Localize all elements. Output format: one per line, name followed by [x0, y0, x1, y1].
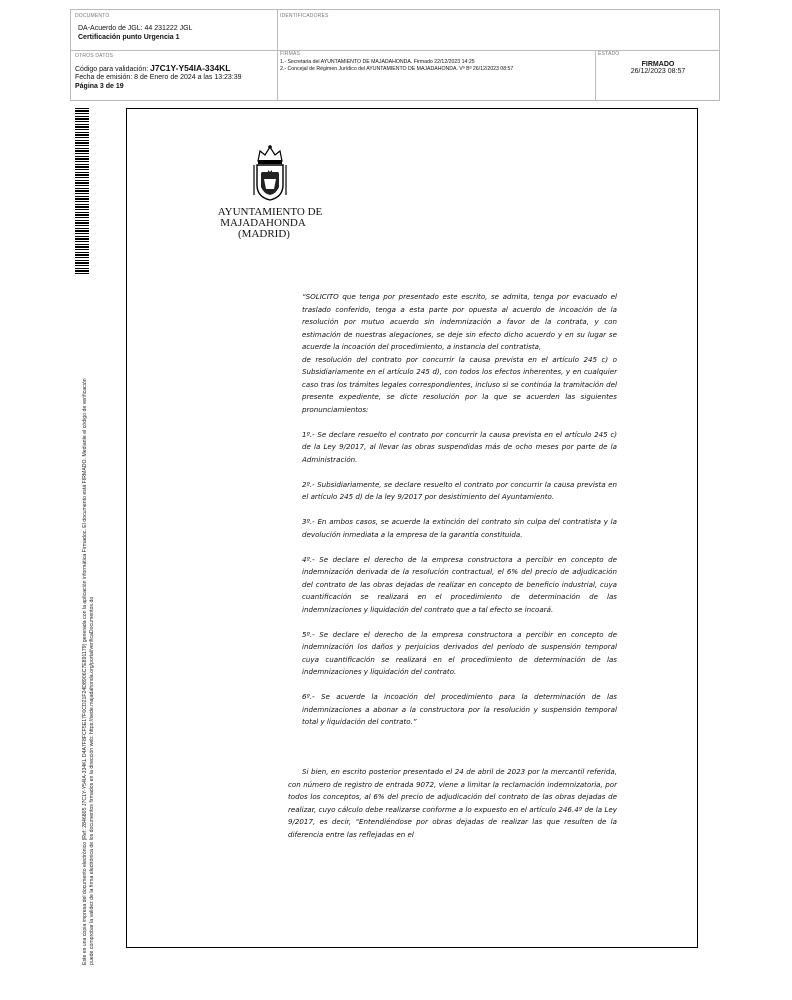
- documento-subtitle: Certificación punto Urgencia 1: [78, 34, 180, 41]
- verification-line-1: Este es una copia impresa del documento electrónico (Ref: 2846805 J7C1Y-Y54IA-334KL D4A7F8FCF5E17F6CD21F24D8906C7E891179) generada con la aplicación informática Firmadoc. El documento está FIRMADO. Mediante el código de verificación: [82, 378, 88, 965]
- quoted-request: [302, 291, 617, 741]
- letterhead: [205, 207, 335, 240]
- signature-1: 1.- Secretaria del AYUNTAMIENTO DE MAJADAHONDA. Firmado 22/12/2023 14:25: [280, 59, 475, 65]
- status-date: 26/12/2023 08:57: [630, 68, 686, 75]
- validation-code: J7C1Y-Y54IA-334KL: [150, 63, 231, 73]
- letterhead-line-1: AYUNTAMIENTO DE: [217, 206, 323, 218]
- paragraph-item-5: 5º.- Se declare el derecho de la empresa constructora a percibir en concepto de indemnización los daños y perjuicios derivados del período de suspensión temporal cuya cuantificación se realizará en el procedimiento de determinación de las indemnizaciones y liquidación del contrato.: [302, 629, 617, 676]
- paragraph-item-6: 6º.- Se acuerde la incoación del procedimiento para la determinación de las indemnizaciones a abonar a la constructora por la resolución y suspensión temporal total y liquidación del contrato.”: [302, 692, 617, 726]
- barcode-image: [75, 108, 89, 276]
- paragraph-solicito: “SOLICITO que tenga por presentado este escrito, se admita, tenga por evacuado el traslado conferido, tenga a esta parte por opuesta al acuerdo de incoación de la resolución por mutuo acuerdo sin indemnización a favor de la contrata, y con estimación de nuestras alegaciones, se deje sin efecto dicho acuerdo y en su lugar se acuerde la incoación del procedimiento, a instancia del contratista,: [302, 292, 617, 351]
- letterhead-line-3: (MADRID): [238, 228, 290, 240]
- document-header: [70, 9, 720, 101]
- paragraph-item-2: 2º.- Subsidiariamente, se declare resuelto el contrato por concurrir la causa prevista en el artículo 245 d) de la ley 9/2017 por desistimiento del Ayuntamiento.: [302, 479, 617, 501]
- verification-side-text: [82, 275, 95, 965]
- identificadores-label: IDENTIFICADORES: [280, 13, 329, 19]
- paragraph-solicito-cont: de resolución del contrato por concurrir la causa prevista en el artículo 245 c) o Subsidiariamente en el artículo 245 d), con todos los efectos inherentes, y en cualquier caso tras los trámites legales correspondientes, incluso si se continúa la tramitación del presente expediente, se dicte resolución por la que se acuerden las siguientes pronunciamientos:: [302, 354, 617, 414]
- paragraph-item-4: 4º.- Se declare el derecho de la empresa constructora a percibir en concepto de indemnización derivada de la resolución contractual, el 6% del precio de adjudicación del contrato de las obras dejadas de realizar en concepto de beneficio industrial, cuya cuantificación se realizará en el procedimiento de determinación de las indemnizaciones y liquidación del contrato que a tal efecto se incoará.: [302, 554, 617, 614]
- paragraph-item-3: 3º.- En ambos casos, se acuerde la extinción del contrato sin culpa del contratista y la devolución inmediata a la empresa de la garantía constituida.: [302, 517, 617, 539]
- page-number: Página 3 de 19: [75, 83, 124, 90]
- status-badge: FIRMADO: [641, 61, 675, 68]
- validation-prefix: Código para validación:: [75, 66, 149, 73]
- otros-datos-label: OTROS DATOS: [75, 53, 114, 59]
- firmas-label: FIRMAS: [280, 51, 301, 57]
- coat-of-arms-icon: [250, 143, 290, 201]
- emission-date: Fecha de emisión: 8 de Enero de 2024 a las 13:23:39: [75, 74, 242, 81]
- estado-label: ESTADO: [598, 51, 620, 57]
- documento-label: DOCUMENTO: [75, 13, 110, 19]
- verification-line-2: puede comprobar la validez de la firma electrónica de los documentos firmados en la dirección web: https://sede.majadahonda.org/portal/verificaDocumentos.do: [88, 596, 95, 965]
- signature-2: 2.- Concejal de Régimen Jurídico del AYUNTAMIENTO DE MAJADAHONDA. Vº Bº 26/12/2023 08:57: [280, 66, 514, 72]
- paragraph-item-1: 1º.- Se declare resuelto el contrato por concurrir la causa prevista en el artículo 245 c) de la Ley 9/2017, al llevar las obras suspendidas más de ocho meses por parte de la Administración.: [302, 429, 617, 464]
- letterhead-line-2: MAJADAHONDA: [220, 217, 306, 229]
- paragraph-si-bien: Si bien, en escrito posterior presentado el 24 de abril de 2023 por la mercantil referida, con número de registro de entrada 9072, viene a limitar la reclamación indemnizatoria, por todos los conceptos, al 6% del precio de adjudicación del contrato de las obras dejadas de realizar, cuyo cálculo debe realizarse conforme a lo expuesto en el artículo 246.4º de la Ley 9/2017, es decir, “Entendiéndose por obras dejadas de realizar las que resulten de la diferencia entre las reflejadas en el: [288, 767, 617, 839]
- documento-name: DA-Acuerdo de JGL: 44 231222 JGL: [78, 25, 193, 32]
- validation-row: [75, 63, 275, 73]
